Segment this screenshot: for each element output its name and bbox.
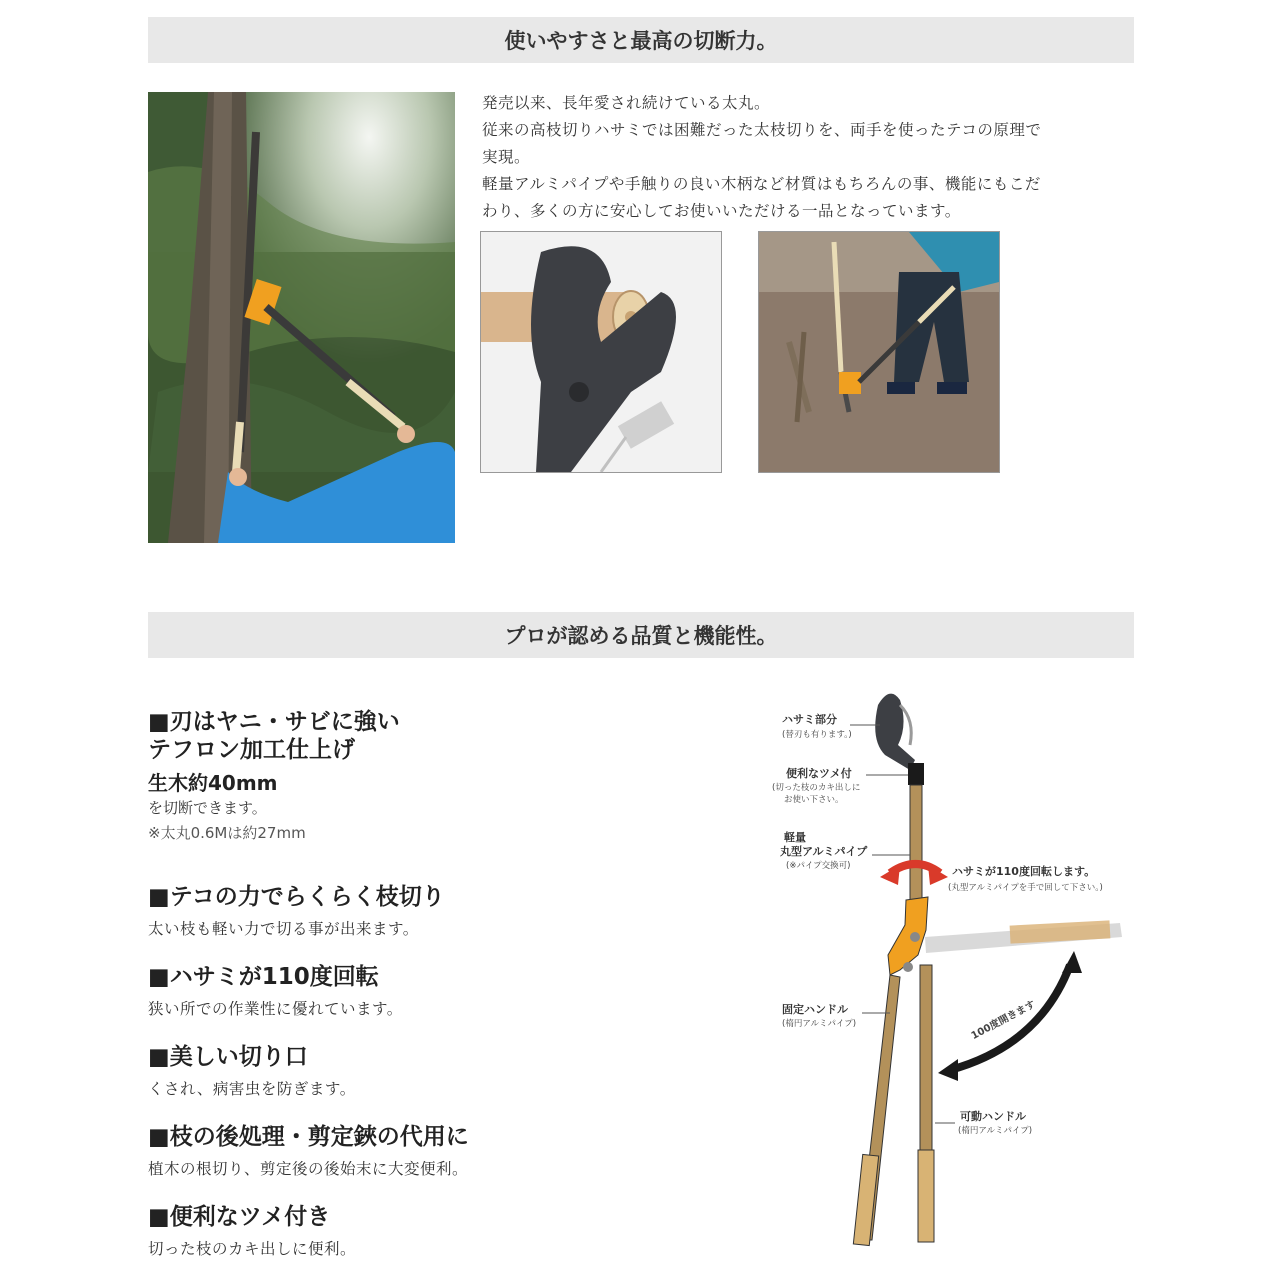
diagram-sublabel: (※パイプ交換可) [786,861,851,871]
intro-line: 従来の高枝切りハサミでは困難だった太枝切りを、両手を使ったテコの原理で [482,121,1042,139]
feature-item [148,1123,668,1179]
diagram-sublabel: (楕円アルミパイプ) [958,1126,1033,1136]
feature-teflon [148,708,668,846]
feature-item [148,883,668,939]
diagram-label: 軽量 [784,831,806,844]
section-banner-usability [148,17,1134,63]
root-cutting-photo [758,231,1000,473]
diagram-sublabel: (楕円アルミパイプ) [782,1019,857,1029]
section-banner-quality [148,612,1134,658]
diagram-label: 固定ハンドル [782,1003,848,1016]
feature-desc: 太い枝も軽い力で切る事が出来ます。 [148,920,419,938]
section-title: プロが認める品質と機能性。 [504,624,778,648]
feature-title: テフロン加工仕上げ [148,737,355,763]
intro-line: 発売以来、長年愛され続けている太丸。 [482,94,771,112]
intro-text [482,90,1142,225]
diagram-sublabel: (丸型アルミパイプを手で回して下さい。) [948,883,1103,893]
diagram-sublabel: (切った枝のカキ出しに [772,783,861,793]
blade-closeup-photo [480,231,722,473]
feature-title: ■ハサミが110度回転 [148,964,379,990]
intro-line: 実現。 [482,148,531,166]
tree-cutting-photo [148,92,455,543]
feature-capacity: 生木約40mm [148,771,278,795]
diagram-label: ハサミ部分 [782,713,837,726]
feature-title: ■美しい切り口 [148,1044,308,1070]
feature-note: ※太丸0.6Mは約27mm [148,824,306,842]
section-title: 使いやすさと最高の切断力。 [504,29,778,53]
diagram-sublabel: お使い下さい。 [784,795,844,805]
product-diagram [740,685,1140,1265]
feature-title: ■テコの力でらくらく枝切り [148,884,445,910]
feature-item [148,1203,668,1259]
diagram-sublabel: (替刃も有ります。) [782,730,852,740]
feature-item [148,963,668,1019]
diagram-label: 便利なツメ付 [786,767,852,780]
intro-line: 軽量アルミパイプや手触りの良い木柄など材質はもちろんの事、機能にもこだ [482,175,1041,193]
feature-desc: 植木の根切り、剪定後の後始末に大変便利。 [148,1160,469,1178]
feature-title: ■枝の後処理・剪定鋏の代用に [148,1124,469,1150]
feature-title: ■刃はヤニ・サビに強い [148,709,400,735]
intro-line: わり、多くの方に安心してお使いいただける一品となっています。 [482,202,961,220]
feature-item [148,1043,668,1099]
diagram-label: ハサミが110度回転します。 [952,865,1096,878]
feature-desc: 切った枝のカキ出しに便利。 [148,1240,357,1258]
feature-title: ■便利なツメ付き [148,1204,331,1230]
feature-desc: を切断できます。 [148,799,267,817]
diagram-label: 丸型アルミパイプ [780,845,868,858]
feature-desc: 狭い所での作業性に優れています。 [148,1000,403,1018]
diagram-label: 可動ハンドル [960,1110,1026,1123]
diagram-open-label: 100度開きます [969,999,1038,1042]
feature-desc: くされ、病害虫を防ぎます。 [148,1080,356,1098]
